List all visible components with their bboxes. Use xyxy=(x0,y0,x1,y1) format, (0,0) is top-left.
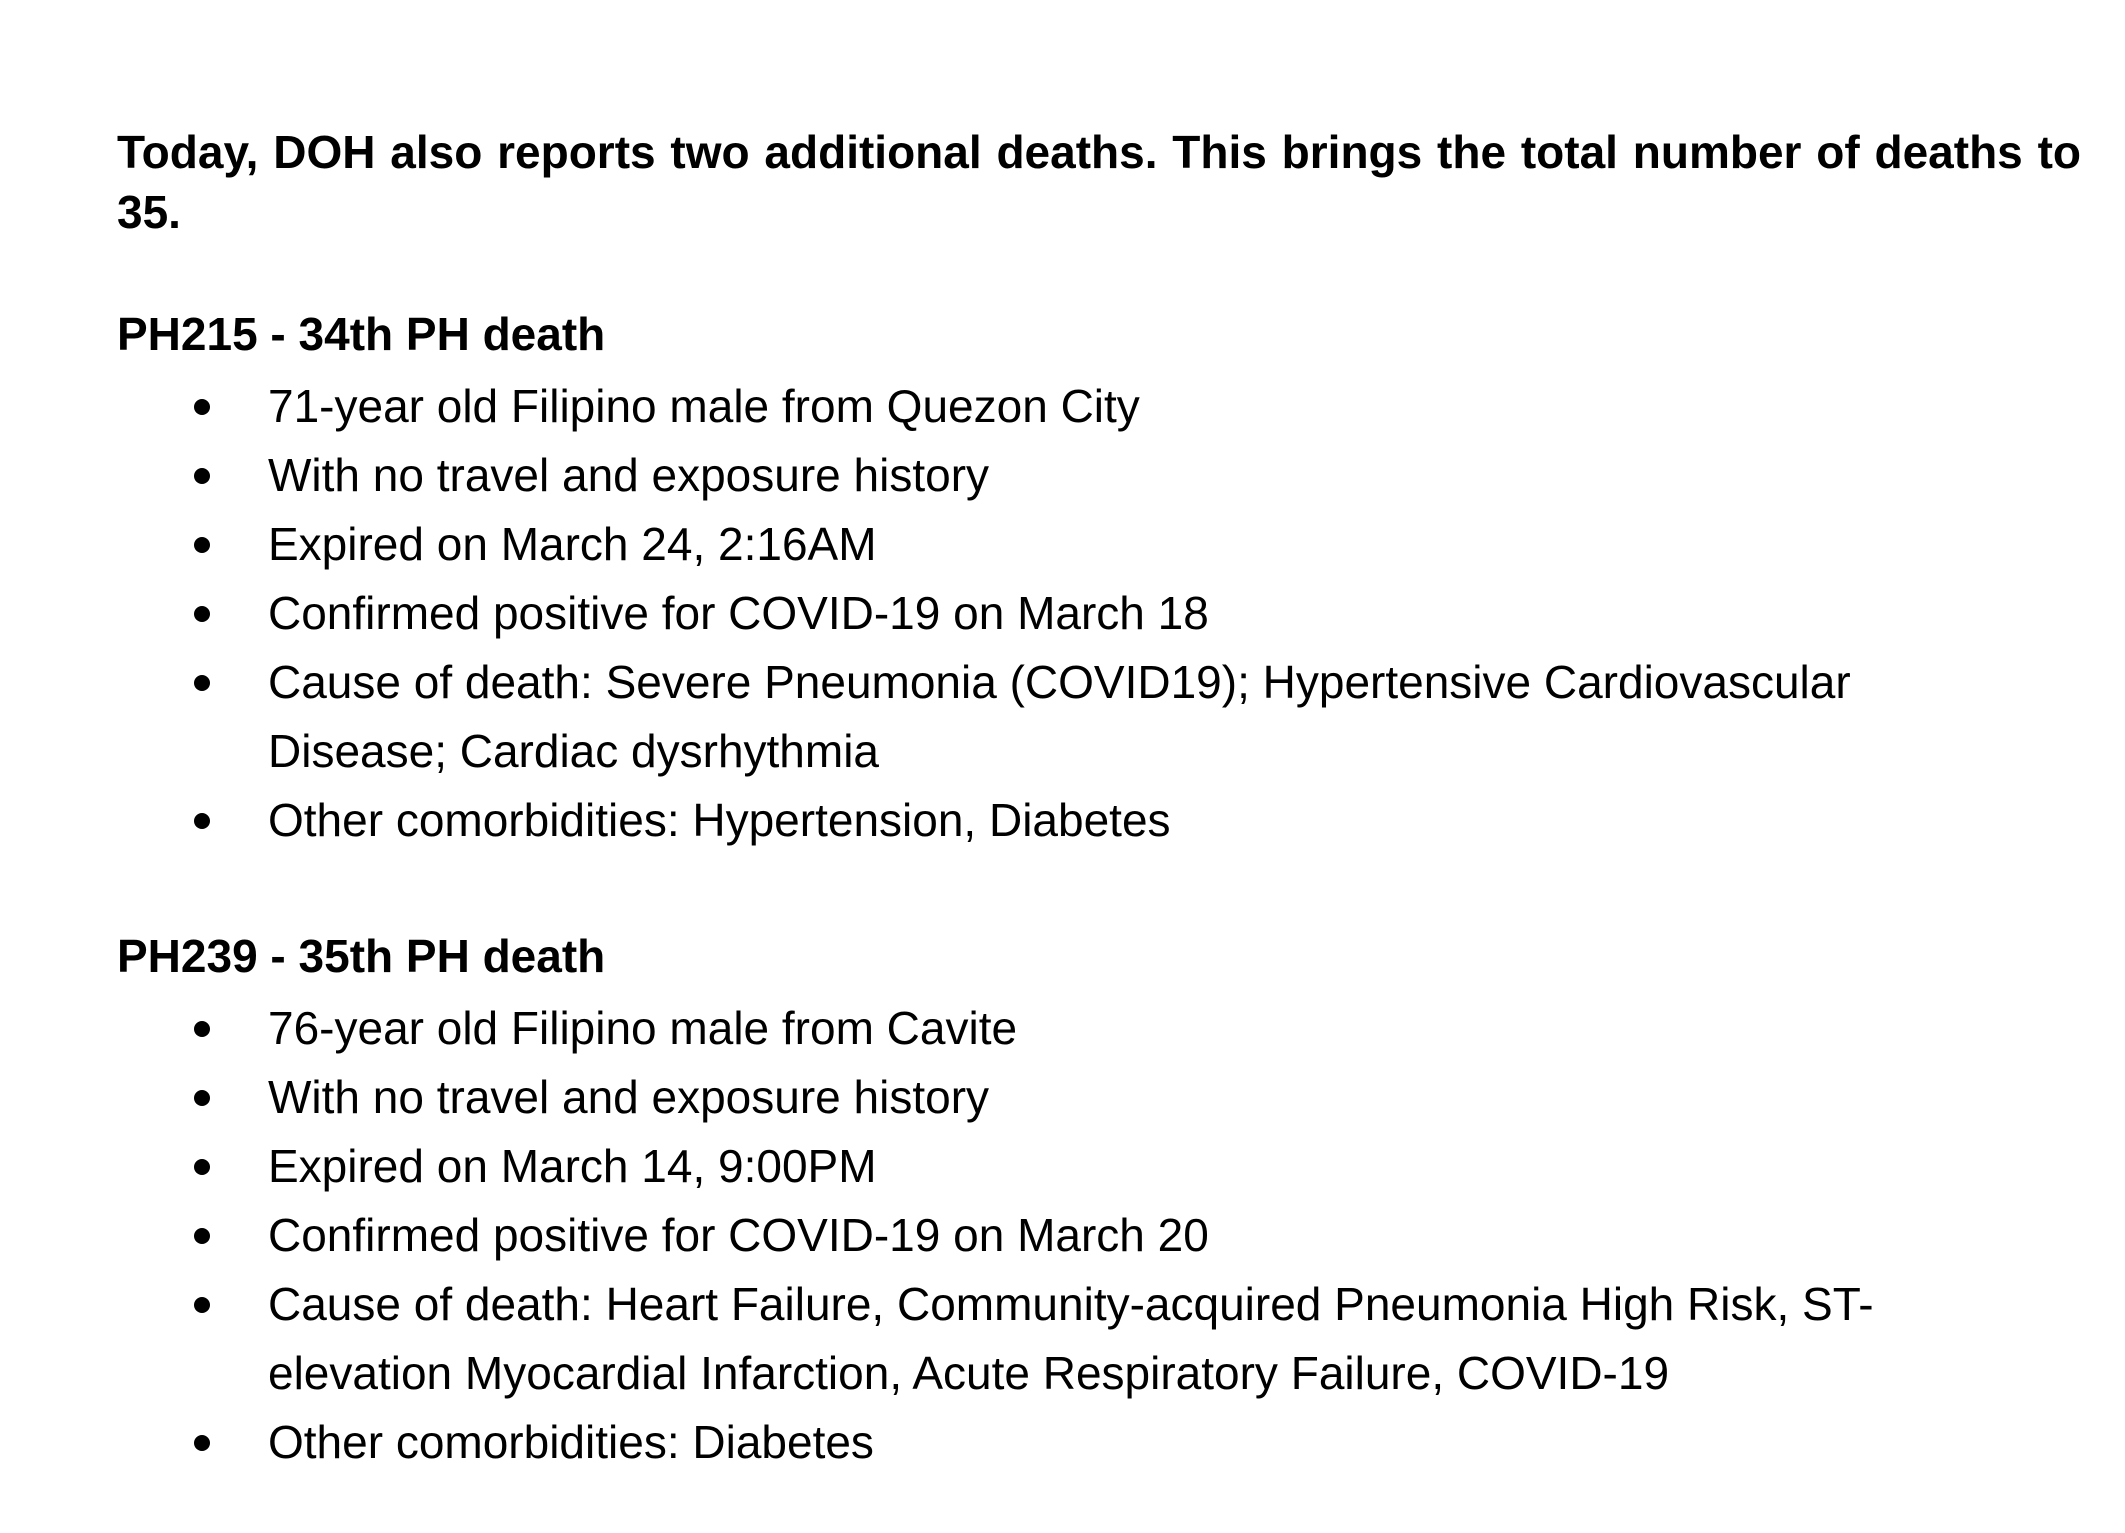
list-item xyxy=(190,648,2030,786)
list-item-text: Other comorbidities: Diabetes xyxy=(268,1416,874,1468)
list-item xyxy=(190,441,2030,510)
list-item-text: Other comorbidities: Hypertension, Diabetes xyxy=(268,794,1171,846)
list-item-text: Expired on March 24, 2:16AM xyxy=(268,518,877,570)
list-item-text: With no travel and exposure history xyxy=(268,449,990,501)
list-item-text: 71-year old Filipino male from Quezon City xyxy=(268,380,1140,432)
list-item xyxy=(190,994,2030,1063)
bullet-icon xyxy=(194,1435,210,1451)
bullet-icon xyxy=(194,468,210,484)
bullet-icon xyxy=(194,606,210,622)
bullet-icon xyxy=(194,399,210,415)
list-item xyxy=(190,786,2030,855)
bullet-icon xyxy=(194,1021,210,1037)
list-item-text: Confirmed positive for COVID-19 on March 20 xyxy=(268,1209,1209,1261)
list-item-text: Cause of death: Heart Failure, Community-acquired Pneumonia High Risk, ST-elevation Myocardial Infarction, Acute Respiratory Failure, COVID-19 xyxy=(268,1278,1874,1399)
bullet-icon xyxy=(194,675,210,691)
list-item xyxy=(190,1063,2030,1132)
list-item-text: Expired on March 14, 9:00PM xyxy=(268,1140,877,1192)
bullet-icon xyxy=(194,813,210,829)
bullet-icon xyxy=(194,1228,210,1244)
list-item-text: 76-year old Filipino male from Cavite xyxy=(268,1002,1018,1054)
list-item xyxy=(190,372,2030,441)
bullet-icon xyxy=(194,1159,210,1175)
list-item xyxy=(190,1201,2030,1270)
list-item-text: Cause of death: Severe Pneumonia (COVID19); Hypertensive Cardiovascular Disease; Cardiac dysrhythmia xyxy=(268,656,1851,777)
list-item-text: With no travel and exposure history xyxy=(268,1071,990,1123)
list-item xyxy=(190,1270,2030,1408)
case-details-list-ph239 xyxy=(190,994,2030,1477)
intro-paragraph: Today, DOH also reports two additional deaths. This brings the total number of deaths to 35. xyxy=(117,126,2081,238)
list-item xyxy=(190,1408,2030,1477)
bullet-icon xyxy=(194,1090,210,1106)
list-item xyxy=(190,579,2030,648)
list-item-text: Confirmed positive for COVID-19 on March 18 xyxy=(268,587,1209,639)
list-item xyxy=(190,1132,2030,1201)
list-item xyxy=(190,510,2030,579)
bullet-icon xyxy=(194,1297,210,1313)
case-heading-ph215: PH215 - 34th PH death xyxy=(117,308,606,360)
case-details-list-ph215 xyxy=(190,372,2030,855)
bullet-icon xyxy=(194,537,210,553)
case-heading-ph239: PH239 - 35th PH death xyxy=(117,930,606,982)
